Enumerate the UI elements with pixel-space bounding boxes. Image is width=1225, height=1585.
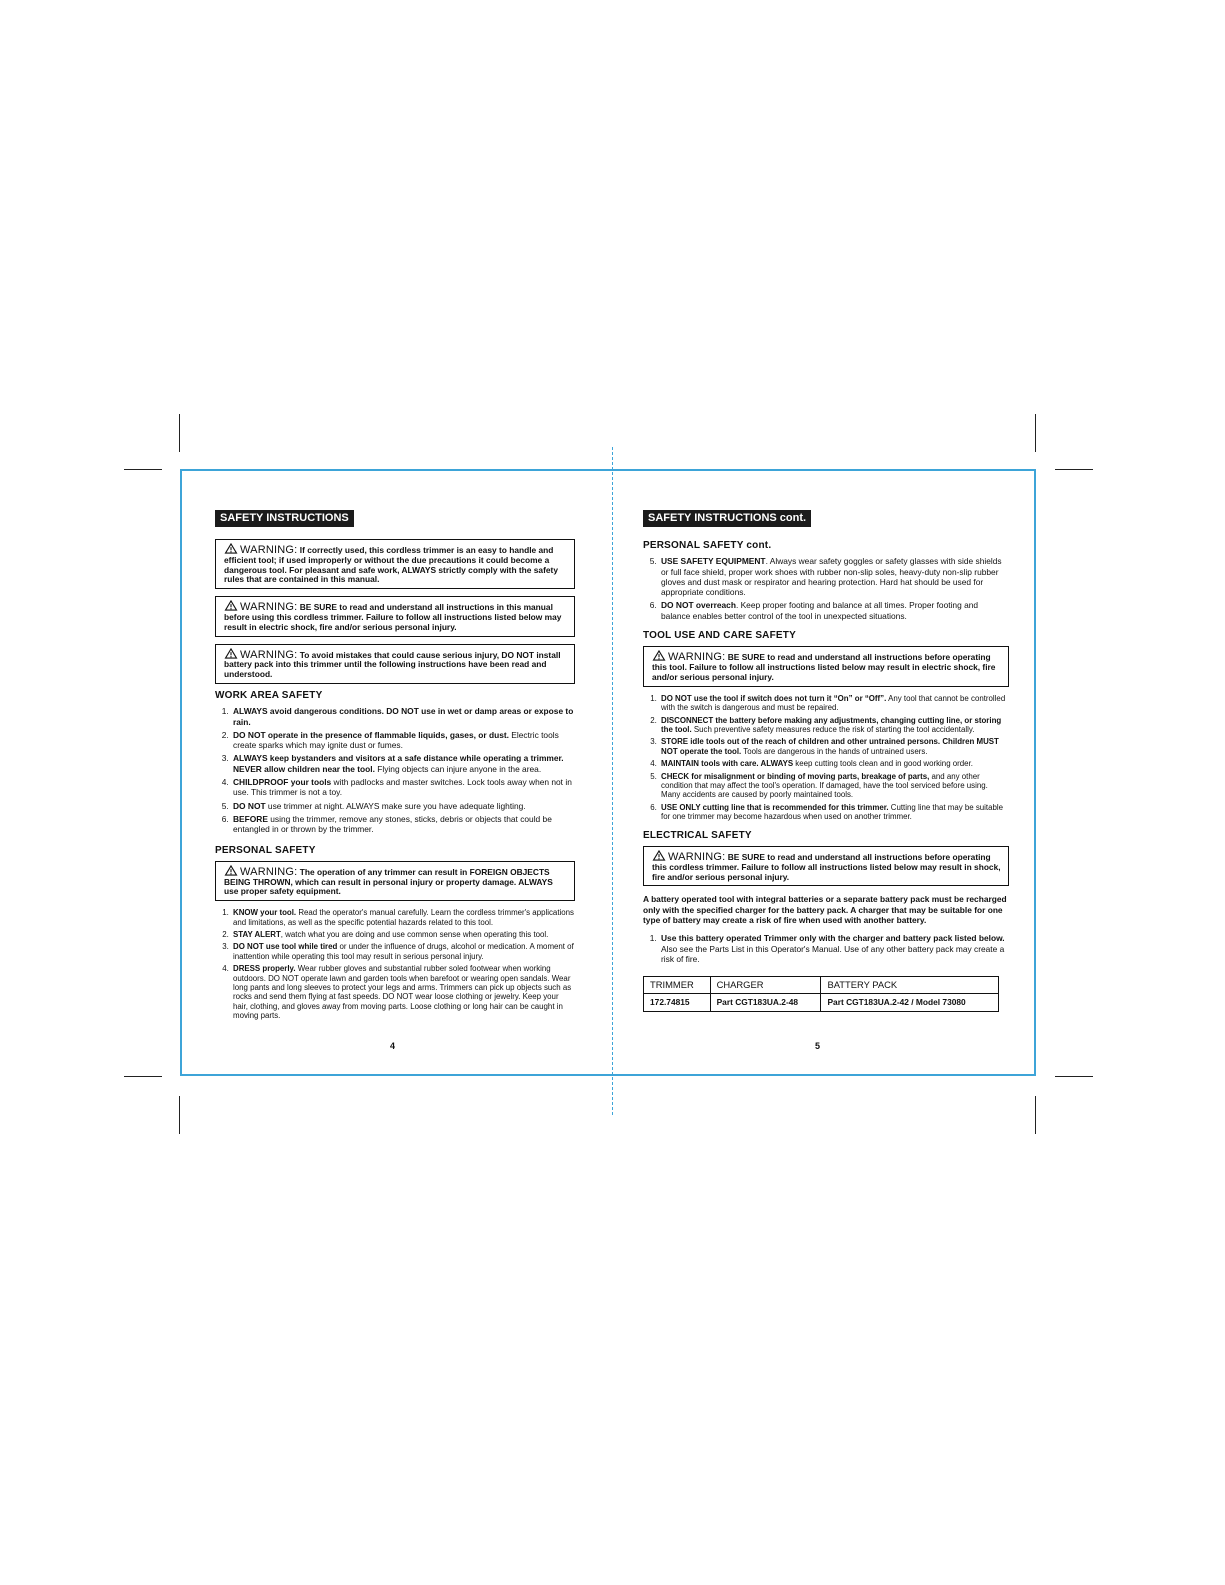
work-area-list [215,706,575,834]
electrical-safety-heading: ELECTRICAL SAFETY [643,829,752,841]
warning-label: WARNING: [668,651,726,664]
list-item: 2. DO NOT operate in the presence of flammable liquids, gases, or dust. Electric tools create sparks which may ignite dust or fumes. [231,730,575,751]
battery-table [643,976,999,1012]
list-item: 2. STAY ALERT, watch what you are doing and use common sense when operating this tool. [231,930,575,939]
warning-label: WARNING: [240,865,298,878]
tool-use-list [643,694,1009,822]
electrical-list [643,933,1009,964]
left-page [215,510,575,1024]
list-item: 6. BEFORE using the trimmer, remove any stones, sticks, debris or objects that could be entangled in or thrown by the trimmer. [231,814,575,835]
crop-mark [1055,1076,1093,1077]
list-item: 1. Use this battery operated Trimmer only with the charger and battery pack listed below. Also see the Parts List in this Operator's Manual. Use of any other battery pack may create a risk of fire. [659,933,1009,964]
list-item: 5. USE SAFETY EQUIPMENT. Always wear safety goggles or safety glasses with side shields or full face shield, proper work shoes with rubber non-slip soles, heavy-duty non-slip rubber gloves and dust mask or respirator and hearing protection. Hard hat should be used for appropriate conditions. [659,556,1009,597]
page-number: 4 [390,1041,396,1051]
table-cell: 172.74815 [644,994,711,1011]
section-title: SAFETY INSTRUCTIONS [215,510,354,527]
table-cell: Part CGT183UA.2-48 [710,994,821,1011]
personal-safety-list [215,908,575,1020]
table-header: TRIMMER [644,977,711,994]
list-item: 2. DISCONNECT the battery before making any adjustments, changing cutting line, or storing the tool. Such preventive safety measures reduce the risk of starting the tool accidentally. [659,716,1009,735]
warning-label: WARNING: [668,850,726,863]
warning-text: If correctly used, this cordless trimmer is an easy to handle and efficient tool; if used improperly or without the due precautions it could become a dangerous tool. For pleasant and safe work, ALWAYS strictly comply with the safety rules that are contained in this manual. [224,545,558,585]
work-area-heading: WORK AREA SAFETY [215,689,323,701]
warning-icon [224,543,238,554]
warning-text: To avoid mistakes that could cause serious injury, DO NOT install battery pack into this trimmer until the following instructions have been read and understood. [224,649,561,680]
warning-icon [652,650,666,661]
list-item: 1. KNOW your tool. Read the operator's manual carefully. Learn the cordless trimmer's applications and limitations, as well as the specific potential hazards related to this tool. [231,908,575,927]
crop-mark [1035,1096,1036,1134]
list-item: 6. DO NOT overreach. Keep proper footing and balance at all times. Proper footing and balance enables better control of the tool in unexpected situations. [659,600,1009,621]
warning-label: WARNING: [240,544,298,556]
list-item: 5. CHECK for misalignment or binding of moving parts, breakage of parts, and any other condition that may affect the tool's operation. If damaged, have the tool serviced before using. Many accidents are caused by poorly maintained tools. [659,772,1009,800]
crop-mark [1055,469,1093,470]
personal-safety-cont-heading: PERSONAL SAFETY cont. [643,540,772,551]
warning-box [643,646,1009,686]
list-item: 3. STORE idle tools out of the reach of children and other untrained persons. Children MUST NOT operate the tool. Tools are dangerous in the hands of untrained users. [659,737,1009,756]
warning-text: BE SURE to read and understand all instructions before operating this tool. Failure to follow all instructions listed below may result in electric shock, fire and/or serious personal injury. [652,652,996,682]
warning-label: WARNING: [240,601,298,614]
list-item: 4. DRESS properly. Wear rubber gloves and substantial rubber soled footwear when working outdoors. DO NOT operate lawn and garden tools when barefoot or wearing open sandals. Wear long pants and long sleeves to protect your legs and arms. Trimmers can pick up objects such as rocks and send them flying at fast speeds. DO NOT wear loose clothing or jewelry. Keep your hair, clothing, and gloves away from moving parts. Loose clothing or long hair can be caught in moving parts. [231,964,575,1020]
list-item: 6. USE ONLY cutting line that is recommended for this trimmer. Cutting line that may be suitable for one trimmer may become hazardous when used on another trimmer. [659,803,1009,822]
table-header-row [644,977,999,994]
section-title: SAFETY INSTRUCTIONS cont. [643,510,811,527]
crop-mark [1035,414,1036,452]
crop-mark [179,414,180,452]
warning-text: BE SURE to read and understand all instructions in this manual before using this cordless trimmer. Failure to follow all instructions listed below may result in electric shock, fire and/or serious personal injury. [224,602,562,632]
warning-icon [224,600,238,611]
warning-box [215,644,575,684]
personal-safety-cont-list [643,556,1009,621]
tool-use-heading: TOOL USE AND CARE SAFETY [643,630,796,642]
list-item: 3. DO NOT use tool while tired or under the influence of drugs, alcohol or medication. A moment of inattention while operating this tool may result in serious personal injury. [231,942,575,961]
warning-text: BE SURE to read and understand all instructions before operating this cordless trimmer. Failure to follow all instructions listed below may result in shock, fire and/or serious personal injury. [652,851,1001,882]
table-header: BATTERY PACK [821,977,999,994]
table-cell: Part CGT183UA.2-42 / Model 73080 [821,994,999,1011]
warning-box [215,539,575,589]
list-item: 4. MAINTAIN tools with care. ALWAYS keep cutting tools clean and in good working order. [659,759,1009,768]
warning-box [643,846,1009,886]
warning-icon [224,865,238,876]
warning-text: The operation of any trimmer can result in FOREIGN OBJECTS BEING THROWN, which can result in personal injury or property damage. ALWAYS use proper safety equipment. [224,866,553,897]
fold-line [612,447,613,1115]
list-item: 1. DO NOT use the tool if switch does not turn it “On” or “Off”. Any tool that cannot be controlled with the switch is dangerous and must be repaired. [659,694,1009,713]
list-item: 5. DO NOT use trimmer at night. ALWAYS make sure you have adequate lighting. [231,801,575,811]
table-row [644,994,999,1011]
crop-mark [124,1076,162,1077]
crop-mark [124,469,162,470]
list-item: 1. ALWAYS avoid dangerous conditions. DO NOT use in wet or damp areas or expose to rain. [231,706,575,727]
right-page [643,510,1009,1012]
personal-safety-heading: PERSONAL SAFETY [215,844,316,856]
list-item: 4. CHILDPROOF your tools with padlocks and master switches. Lock tools away when not in use. This trimmer is not a toy. [231,777,575,798]
page-number: 5 [815,1041,821,1051]
table-header: CHARGER [710,977,821,994]
warning-box [215,861,575,901]
list-item: 3. ALWAYS keep bystanders and visitors at a safe distance while operating a trimmer. NEVER allow children near the tool. Flying objects can injure anyone in the area. [231,753,575,774]
warning-label: WARNING: [240,648,298,661]
warning-icon [652,850,666,861]
battery-paragraph: A battery operated tool with integral batteries or a separate battery pack must be recharged only with the specified charger for the battery pack. A charger that may be suitable for one type of battery may create a risk of fire when used with another battery. [643,894,1007,925]
warning-box [215,596,575,636]
warning-icon [224,648,238,659]
crop-mark [179,1096,180,1134]
